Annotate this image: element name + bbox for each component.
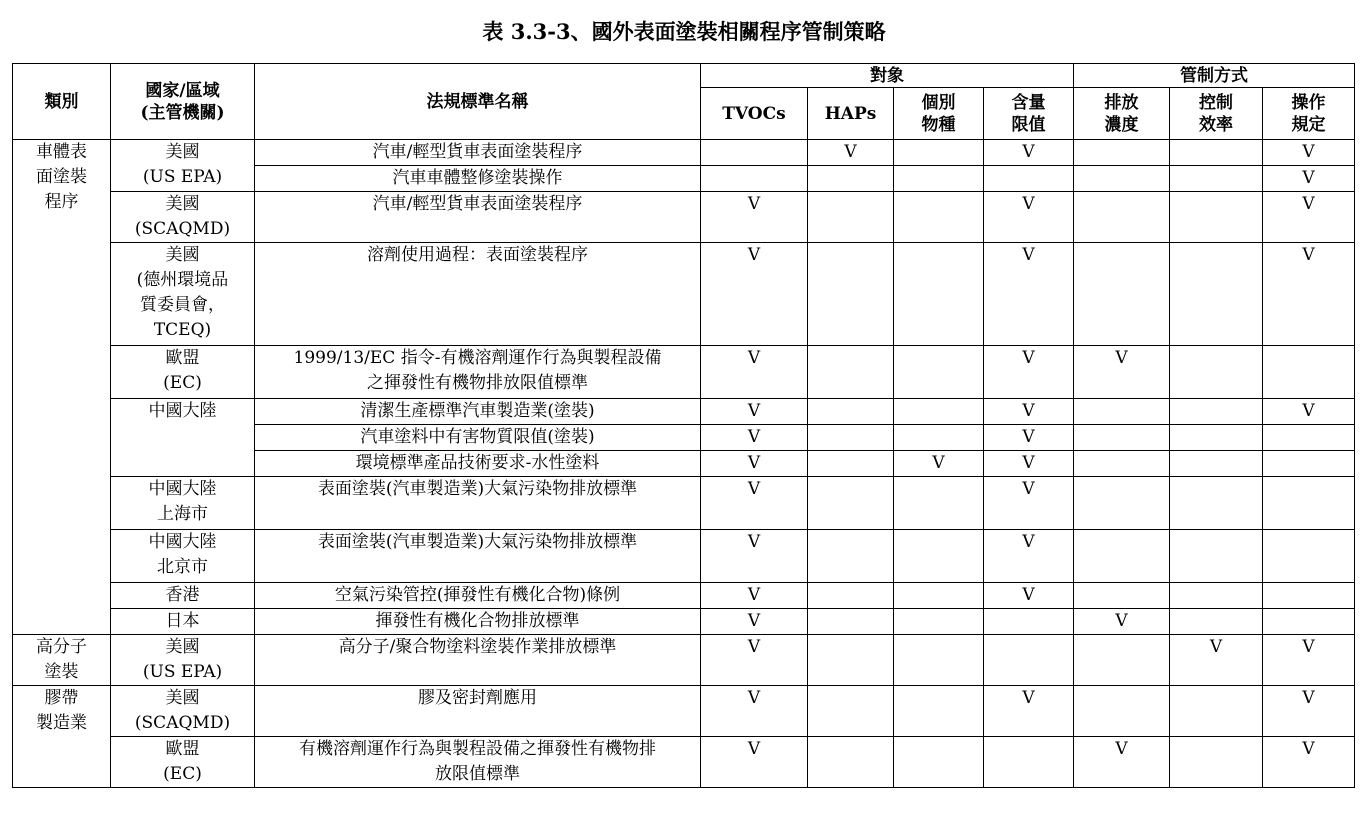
regulation-cell xyxy=(255,243,701,346)
mark-cell-tvocs xyxy=(701,399,808,425)
regulation-cell xyxy=(255,425,701,451)
check-mark: V xyxy=(1302,168,1315,188)
mark-cell-operation-rules xyxy=(1263,192,1355,243)
mark-cell-content-limit xyxy=(984,609,1074,635)
mark-cell-tvocs xyxy=(701,583,808,609)
regulation-cell xyxy=(255,583,701,609)
regulation-cell xyxy=(255,530,701,583)
mark-cell-species xyxy=(894,530,984,583)
mark-cell-operation-rules xyxy=(1263,166,1355,192)
cell-text-line: (EC) xyxy=(163,373,202,393)
cell-text-line: (德州環境品 xyxy=(136,270,229,290)
table-row xyxy=(13,635,1355,686)
check-mark: V xyxy=(1302,245,1315,265)
check-mark: V xyxy=(1302,688,1315,708)
regulation-cell xyxy=(255,609,701,635)
mark-cell-operation-rules xyxy=(1263,346,1355,399)
mark-cell-control-efficiency xyxy=(1170,192,1263,243)
cell-text-line: 1999/13/EC 指令-有機溶劑運作行為與製程設備 xyxy=(293,348,662,368)
check-mark: V xyxy=(1022,585,1035,605)
mark-cell-emission-concentration xyxy=(1074,346,1170,399)
mark-cell-haps xyxy=(808,635,894,686)
regulation-cell xyxy=(255,451,701,477)
header-control-group: 管制方式 xyxy=(1074,64,1355,88)
check-mark: V xyxy=(747,194,761,214)
mark-cell-species xyxy=(894,399,984,425)
table-row xyxy=(13,530,1355,583)
mark-cell-control-efficiency xyxy=(1170,346,1263,399)
regulation-cell xyxy=(255,346,701,399)
mark-cell-species xyxy=(894,346,984,399)
mark-cell-tvocs xyxy=(701,243,808,346)
mark-cell-control-efficiency xyxy=(1170,737,1263,788)
mark-cell-operation-rules xyxy=(1263,451,1355,477)
check-mark: V xyxy=(747,611,761,631)
mark-cell-content-limit xyxy=(984,686,1074,737)
region-cell xyxy=(111,399,255,477)
check-mark: V xyxy=(1022,688,1035,708)
cell-text-line: (EC) xyxy=(163,764,202,784)
mark-cell-haps xyxy=(808,140,894,166)
regulation-cell xyxy=(255,635,701,686)
check-mark: V xyxy=(1302,194,1315,214)
mark-cell-emission-concentration xyxy=(1074,737,1170,788)
cell-text-line: 塗裝 xyxy=(44,662,79,682)
mark-cell-species xyxy=(894,451,984,477)
region-cell xyxy=(111,530,255,583)
cell-text-line: 之揮發性有機物排放限值標準 xyxy=(367,373,588,393)
category-cell xyxy=(13,686,111,788)
mark-cell-tvocs xyxy=(701,477,808,530)
mark-cell-content-limit xyxy=(984,192,1074,243)
cell-text-line: 美國 xyxy=(165,194,200,214)
mark-cell-species xyxy=(894,192,984,243)
mark-cell-species xyxy=(894,609,984,635)
mark-cell-control-efficiency xyxy=(1170,477,1263,530)
mark-cell-control-efficiency xyxy=(1170,451,1263,477)
header-target-group: 對象 xyxy=(701,64,1074,88)
check-mark: V xyxy=(747,637,761,657)
mark-cell-content-limit xyxy=(984,451,1074,477)
control-strategy-table xyxy=(12,63,1355,788)
cell-text-line: 歐盟 xyxy=(165,348,200,368)
check-mark: V xyxy=(1022,453,1035,473)
mark-cell-haps xyxy=(808,346,894,399)
check-mark: V xyxy=(747,245,761,265)
check-mark: V xyxy=(1115,348,1128,368)
header-operation-rules: 操作 規定 xyxy=(1263,88,1355,140)
mark-cell-haps xyxy=(808,451,894,477)
mark-cell-control-efficiency xyxy=(1170,140,1263,166)
check-mark: V xyxy=(1022,142,1035,162)
mark-cell-control-efficiency xyxy=(1170,530,1263,583)
check-mark: V xyxy=(747,453,761,473)
header-haps: HAPs xyxy=(808,88,894,140)
mark-cell-haps xyxy=(808,243,894,346)
check-mark: V xyxy=(747,401,761,421)
mark-cell-haps xyxy=(808,425,894,451)
header-content-limit: 含量 限值 xyxy=(984,88,1074,140)
mark-cell-operation-rules xyxy=(1263,399,1355,425)
cell-text-line: 製造業 xyxy=(36,713,87,733)
region-cell xyxy=(111,737,255,788)
cell-text-line: 中國大陸 xyxy=(148,532,217,552)
region-cell xyxy=(111,140,255,192)
cell-text-line: (SCAQMD) xyxy=(134,713,231,733)
check-mark: V xyxy=(1302,637,1315,657)
mark-cell-content-limit xyxy=(984,425,1074,451)
cell-text-line: (US EPA) xyxy=(142,662,223,682)
mark-cell-tvocs xyxy=(701,346,808,399)
regulation-cell xyxy=(255,477,701,530)
mark-cell-operation-rules xyxy=(1263,583,1355,609)
mark-cell-operation-rules xyxy=(1263,477,1355,530)
check-mark: V xyxy=(1115,739,1128,759)
mark-cell-emission-concentration xyxy=(1074,477,1170,530)
cell-text-line: 車體表 xyxy=(36,142,87,162)
cell-text-line: 空氣污染管控(揮發性有機化合物)條例 xyxy=(334,585,621,605)
mark-cell-haps xyxy=(808,530,894,583)
cell-text-line: 汽車/輕型貨車表面塗裝程序 xyxy=(372,194,583,214)
mark-cell-emission-concentration xyxy=(1074,583,1170,609)
table-row xyxy=(13,346,1355,399)
cell-text-line: 汽車/輕型貨車表面塗裝程序 xyxy=(372,142,583,162)
mark-cell-tvocs xyxy=(701,192,808,243)
mark-cell-operation-rules xyxy=(1263,140,1355,166)
cell-text-line: 揮發性有機化合物排放標準 xyxy=(375,611,580,631)
check-mark: V xyxy=(1022,532,1035,552)
check-mark: V xyxy=(1302,401,1315,421)
mark-cell-emission-concentration xyxy=(1074,425,1170,451)
mark-cell-species xyxy=(894,477,984,530)
mark-cell-content-limit xyxy=(984,530,1074,583)
mark-cell-tvocs xyxy=(701,451,808,477)
table-title: 表 3.3-3、國外表面塗裝相關程序管制策略 xyxy=(482,19,886,44)
cell-text-line: 北京市 xyxy=(157,557,208,577)
mark-cell-content-limit xyxy=(984,140,1074,166)
cell-text-line: 高分子 xyxy=(36,637,87,657)
regulation-cell xyxy=(255,192,701,243)
check-mark: V xyxy=(1022,348,1035,368)
table-body xyxy=(13,140,1355,788)
mark-cell-control-efficiency xyxy=(1170,686,1263,737)
cell-text-line: 美國 xyxy=(165,245,200,265)
mark-cell-emission-concentration xyxy=(1074,635,1170,686)
mark-cell-control-efficiency xyxy=(1170,243,1263,346)
category-cell xyxy=(13,635,111,686)
cell-text-line: 程序 xyxy=(44,192,79,212)
cell-text-line: (SCAQMD) xyxy=(134,219,231,239)
cell-text-line: 日本 xyxy=(165,611,200,631)
mark-cell-control-efficiency xyxy=(1170,583,1263,609)
mark-cell-control-efficiency xyxy=(1170,425,1263,451)
mark-cell-haps xyxy=(808,192,894,243)
cell-text-line: 上海市 xyxy=(157,504,208,524)
cell-text-line: 有機溶劑運作行為與製程設備之揮發性有機物排 xyxy=(299,739,656,759)
cell-text-line: 歐盟 xyxy=(165,739,200,759)
mark-cell-tvocs xyxy=(701,425,808,451)
table-row xyxy=(13,609,1355,635)
check-mark: V xyxy=(1302,739,1315,759)
mark-cell-tvocs xyxy=(701,635,808,686)
mark-cell-operation-rules xyxy=(1263,635,1355,686)
mark-cell-operation-rules xyxy=(1263,425,1355,451)
region-cell xyxy=(111,609,255,635)
cell-text-line: 清潔生產標準汽車製造業(塗裝) xyxy=(360,401,595,421)
mark-cell-tvocs xyxy=(701,686,808,737)
header-control-efficiency: 控制 效率 xyxy=(1170,88,1263,140)
check-mark: V xyxy=(1022,479,1035,499)
region-cell xyxy=(111,583,255,609)
check-mark: V xyxy=(844,142,857,162)
table-row xyxy=(13,477,1355,530)
mark-cell-emission-concentration xyxy=(1074,243,1170,346)
mark-cell-content-limit xyxy=(984,399,1074,425)
mark-cell-species xyxy=(894,166,984,192)
cell-text-line: 美國 xyxy=(165,142,200,162)
header-category: 類別 xyxy=(13,64,111,140)
mark-cell-emission-concentration xyxy=(1074,530,1170,583)
check-mark: V xyxy=(747,532,761,552)
mark-cell-content-limit xyxy=(984,635,1074,686)
mark-cell-emission-concentration xyxy=(1074,166,1170,192)
category-cell xyxy=(13,140,111,635)
mark-cell-content-limit xyxy=(984,346,1074,399)
header-regulation: 法規標準名稱 xyxy=(255,64,701,140)
mark-cell-emission-concentration xyxy=(1074,686,1170,737)
check-mark: V xyxy=(932,453,945,473)
cell-text-line: 膠及密封劑應用 xyxy=(418,688,537,708)
check-mark: V xyxy=(747,585,761,605)
header-tvocs: TVOCs xyxy=(701,88,808,140)
check-mark: V xyxy=(1115,611,1128,631)
table-row xyxy=(13,140,1355,166)
regulation-cell xyxy=(255,399,701,425)
region-cell xyxy=(111,192,255,243)
cell-text-line: 汽車塗料中有害物質限值(塗裝) xyxy=(360,427,595,447)
table-row xyxy=(13,686,1355,737)
cell-text-line: 質委員會， xyxy=(140,295,225,315)
table-row xyxy=(13,243,1355,346)
mark-cell-control-efficiency xyxy=(1170,609,1263,635)
cell-text-line: 放限值標準 xyxy=(435,764,520,784)
mark-cell-species xyxy=(894,583,984,609)
mark-cell-haps xyxy=(808,609,894,635)
mark-cell-haps xyxy=(808,399,894,425)
check-mark: V xyxy=(1022,194,1035,214)
mark-cell-content-limit xyxy=(984,583,1074,609)
cell-text-line: 面塗裝 xyxy=(36,167,87,187)
mark-cell-tvocs xyxy=(701,140,808,166)
check-mark: V xyxy=(1209,637,1223,657)
header-individual-species: 個別 物種 xyxy=(894,88,984,140)
cell-text-line: (US EPA) xyxy=(142,167,223,187)
cell-text-line: 美國 xyxy=(165,637,200,657)
check-mark: V xyxy=(747,739,761,759)
regulation-cell xyxy=(255,166,701,192)
mark-cell-control-efficiency xyxy=(1170,635,1263,686)
header-region: 國家/區域 (主管機關) xyxy=(111,64,255,140)
mark-cell-tvocs xyxy=(701,609,808,635)
region-cell xyxy=(111,346,255,399)
check-mark: V xyxy=(1022,401,1035,421)
regulation-cell xyxy=(255,737,701,788)
check-mark: V xyxy=(1022,245,1035,265)
mark-cell-tvocs xyxy=(701,737,808,788)
cell-text-line: 香港 xyxy=(165,585,200,605)
cell-text-line: 表面塗裝(汽車製造業)大氣污染物排放標準 xyxy=(317,479,638,499)
mark-cell-species xyxy=(894,686,984,737)
check-mark: V xyxy=(747,479,761,499)
cell-text-line: 膠帶 xyxy=(44,688,79,708)
check-mark: V xyxy=(1022,427,1035,447)
regulation-cell xyxy=(255,686,701,737)
cell-text-line: 中國大陸 xyxy=(148,401,217,421)
mark-cell-tvocs xyxy=(701,166,808,192)
region-cell xyxy=(111,686,255,737)
cell-text-line: 高分子/聚合物塗料塗裝作業排放標準 xyxy=(338,637,617,657)
cell-text-line: 溶劑使用過程：表面塗裝程序 xyxy=(367,245,588,265)
regulation-cell xyxy=(255,140,701,166)
mark-cell-emission-concentration xyxy=(1074,609,1170,635)
mark-cell-emission-concentration xyxy=(1074,192,1170,243)
check-mark: V xyxy=(1302,142,1315,162)
mark-cell-control-efficiency xyxy=(1170,399,1263,425)
cell-text-line: 環境標準產品技術要求-水性塗料 xyxy=(355,453,600,473)
mark-cell-haps xyxy=(808,737,894,788)
table-row xyxy=(13,583,1355,609)
mark-cell-haps xyxy=(808,166,894,192)
mark-cell-operation-rules xyxy=(1263,686,1355,737)
mark-cell-species xyxy=(894,243,984,346)
cell-text-line: 表面塗裝(汽車製造業)大氣污染物排放標準 xyxy=(317,532,638,552)
mark-cell-content-limit xyxy=(984,737,1074,788)
mark-cell-emission-concentration xyxy=(1074,451,1170,477)
mark-cell-haps xyxy=(808,477,894,530)
cell-text-line: 美國 xyxy=(165,688,200,708)
mark-cell-control-efficiency xyxy=(1170,166,1263,192)
table-row xyxy=(13,192,1355,243)
mark-cell-operation-rules xyxy=(1263,530,1355,583)
mark-cell-species xyxy=(894,140,984,166)
mark-cell-content-limit xyxy=(984,477,1074,530)
mark-cell-operation-rules xyxy=(1263,609,1355,635)
cell-text-line: 中國大陸 xyxy=(148,479,217,499)
region-cell xyxy=(111,477,255,530)
region-cell xyxy=(111,635,255,686)
mark-cell-content-limit xyxy=(984,243,1074,346)
mark-cell-tvocs xyxy=(701,530,808,583)
check-mark: V xyxy=(747,688,761,708)
cell-text-line: 汽車車體整修塗裝操作 xyxy=(392,168,563,188)
table-row xyxy=(13,399,1355,425)
mark-cell-haps xyxy=(808,686,894,737)
header-emission-concentration: 排放 濃度 xyxy=(1074,88,1170,140)
mark-cell-emission-concentration xyxy=(1074,399,1170,425)
check-mark: V xyxy=(747,427,761,447)
mark-cell-operation-rules xyxy=(1263,243,1355,346)
mark-cell-operation-rules xyxy=(1263,737,1355,788)
mark-cell-species xyxy=(894,425,984,451)
cell-text-line: TCEQ) xyxy=(153,320,212,340)
mark-cell-content-limit xyxy=(984,166,1074,192)
mark-cell-emission-concentration xyxy=(1074,140,1170,166)
mark-cell-species xyxy=(894,635,984,686)
table-row xyxy=(13,737,1355,788)
mark-cell-haps xyxy=(808,583,894,609)
mark-cell-species xyxy=(894,737,984,788)
region-cell xyxy=(111,243,255,346)
check-mark: V xyxy=(747,348,761,368)
